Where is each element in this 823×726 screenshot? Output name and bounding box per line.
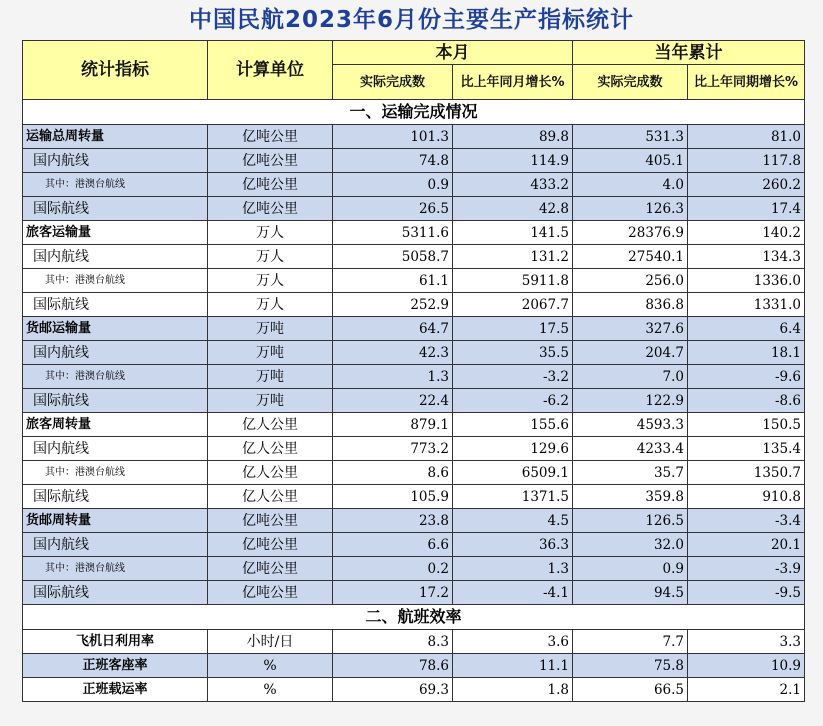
table-row [23,678,805,702]
row-unit: 万人 [208,221,333,245]
table-row [23,221,805,245]
table-row [23,581,805,605]
row-unit: 万吨 [208,389,333,413]
month-growth: 36.3 [453,533,573,557]
row-unit: 亿吨公里 [208,581,333,605]
header-month-actual: 实际完成数 [333,65,453,100]
ytd-actual: 7.7 [573,630,688,654]
ytd-growth: -9.6 [688,365,805,389]
ytd-actual: 327.6 [573,317,688,341]
ytd-growth: 1350.7 [688,461,805,485]
row-label: 国际航线 [23,389,208,413]
row-label: 国内航线 [23,533,208,557]
ytd-actual: 75.8 [573,654,688,678]
header-ytd: 当年累计 [573,41,805,65]
ytd-actual: 0.9 [573,557,688,581]
month-growth: 2067.7 [453,293,573,317]
month-growth: 114.9 [453,149,573,173]
row-unit: 亿吨公里 [208,197,333,221]
row-label: 货邮运输量 [23,317,208,341]
table-row [23,173,805,197]
ytd-actual: 4593.3 [573,413,688,437]
ytd-growth: 2.1 [688,678,805,702]
month-growth: 129.6 [453,437,573,461]
month-growth: -6.2 [453,389,573,413]
row-label: 国际航线 [23,485,208,509]
ytd-actual: 94.5 [573,581,688,605]
row-unit: 亿人公里 [208,437,333,461]
header-indicator: 统计指标 [23,41,208,100]
table-row [23,245,805,269]
ytd-actual: 256.0 [573,269,688,293]
month-growth: 5911.8 [453,269,573,293]
month-actual: 23.8 [333,509,453,533]
section-title: 一、运输完成情况 [23,100,805,125]
row-unit: 亿吨公里 [208,533,333,557]
month-actual: 8.3 [333,630,453,654]
month-growth: 1371.5 [453,485,573,509]
table-row [23,413,805,437]
month-actual: 0.9 [333,173,453,197]
ytd-growth: -9.5 [688,581,805,605]
row-label: 货邮周转量 [23,509,208,533]
table-row [23,341,805,365]
header-ytd-growth: 比上年同期增长% [688,65,805,100]
row-label: 国内航线 [23,341,208,365]
ytd-growth: -3.9 [688,557,805,581]
header-unit: 计算单位 [208,41,333,100]
ytd-actual: 126.3 [573,197,688,221]
month-growth: 141.5 [453,221,573,245]
row-label: 正班载运率 [23,678,208,702]
month-actual: 26.5 [333,197,453,221]
row-label: 其中：港澳台航线 [23,557,208,581]
ytd-growth: -3.4 [688,509,805,533]
table-row [23,365,805,389]
table-row [23,461,805,485]
ytd-actual: 7.0 [573,365,688,389]
row-unit: 亿吨公里 [208,149,333,173]
table-row [23,630,805,654]
table-row [23,654,805,678]
ytd-actual: 836.8 [573,293,688,317]
ytd-actual: 35.7 [573,461,688,485]
ytd-actual: 405.1 [573,149,688,173]
row-label: 国内航线 [23,437,208,461]
row-unit: 亿人公里 [208,413,333,437]
month-growth: 1.8 [453,678,573,702]
table-row [23,509,805,533]
row-label: 其中：港澳台航线 [23,173,208,197]
month-actual: 5311.6 [333,221,453,245]
table-row [23,149,805,173]
row-label: 国际航线 [23,293,208,317]
month-actual: 0.2 [333,557,453,581]
ytd-growth: 150.5 [688,413,805,437]
row-unit: 亿吨公里 [208,509,333,533]
month-actual: 64.7 [333,317,453,341]
row-unit: 亿吨公里 [208,557,333,581]
ytd-actual: 359.8 [573,485,688,509]
row-label: 其中：港澳台航线 [23,461,208,485]
month-growth: 155.6 [453,413,573,437]
ytd-growth: 3.3 [688,630,805,654]
table-row [23,485,805,509]
month-actual: 879.1 [333,413,453,437]
month-growth: -3.2 [453,365,573,389]
ytd-actual: 32.0 [573,533,688,557]
row-unit: 亿人公里 [208,461,333,485]
ytd-actual: 4233.4 [573,437,688,461]
ytd-growth: 135.4 [688,437,805,461]
ytd-actual: 28376.9 [573,221,688,245]
table-row [23,269,805,293]
ytd-growth: 140.2 [688,221,805,245]
ytd-growth: 6.4 [688,317,805,341]
ytd-growth: 134.3 [688,245,805,269]
month-actual: 61.1 [333,269,453,293]
month-growth: 11.1 [453,654,573,678]
row-unit: % [208,678,333,702]
month-growth: 3.6 [453,630,573,654]
ytd-actual: 531.3 [573,125,688,149]
month-growth: -4.1 [453,581,573,605]
table-row [23,125,805,149]
month-growth: 42.8 [453,197,573,221]
row-unit: 万人 [208,293,333,317]
table-row [23,293,805,317]
table-row [23,389,805,413]
row-unit: 万吨 [208,365,333,389]
row-label: 飞机日利用率 [23,630,208,654]
header-ytd-actual: 实际完成数 [573,65,688,100]
table-row [23,557,805,581]
month-growth: 6509.1 [453,461,573,485]
ytd-growth: 1336.0 [688,269,805,293]
row-label: 旅客周转量 [23,413,208,437]
month-growth: 35.5 [453,341,573,365]
row-label: 国内航线 [23,245,208,269]
page-title: 中国民航2023年6月份主要生产指标统计 [188,7,635,33]
row-unit: 小时/日 [208,630,333,654]
ytd-growth: 20.1 [688,533,805,557]
ytd-actual: 126.5 [573,509,688,533]
ytd-growth: -8.6 [688,389,805,413]
month-actual: 8.6 [333,461,453,485]
row-label: 其中：港澳台航线 [23,269,208,293]
month-actual: 6.6 [333,533,453,557]
table-row [23,437,805,461]
table-row [23,533,805,557]
ytd-growth: 81.0 [688,125,805,149]
month-actual: 5058.7 [333,245,453,269]
section-title: 二、航班效率 [23,605,805,630]
row-label: 其中：港澳台航线 [23,365,208,389]
row-unit: 亿人公里 [208,485,333,509]
month-actual: 42.3 [333,341,453,365]
month-actual: 1.3 [333,365,453,389]
statistics-table [22,40,805,702]
month-actual: 773.2 [333,437,453,461]
row-label: 运输总周转量 [23,125,208,149]
ytd-actual: 4.0 [573,173,688,197]
row-label: 国际航线 [23,197,208,221]
ytd-growth: 17.4 [688,197,805,221]
ytd-growth: 910.8 [688,485,805,509]
month-growth: 433.2 [453,173,573,197]
ytd-growth: 1331.0 [688,293,805,317]
row-unit: 万吨 [208,317,333,341]
month-growth: 4.5 [453,509,573,533]
month-growth: 131.2 [453,245,573,269]
ytd-actual: 66.5 [573,678,688,702]
ytd-growth: 10.9 [688,654,805,678]
row-label: 国内航线 [23,149,208,173]
ytd-actual: 27540.1 [573,245,688,269]
table-row [23,317,805,341]
row-label: 旅客运输量 [23,221,208,245]
ytd-growth: 117.8 [688,149,805,173]
row-label: 正班客座率 [23,654,208,678]
ytd-actual: 122.9 [573,389,688,413]
ytd-growth: 260.2 [688,173,805,197]
header-month: 本月 [333,41,573,65]
month-actual: 78.6 [333,654,453,678]
header-month-growth: 比上年同月增长% [453,65,573,100]
row-unit: 万人 [208,269,333,293]
month-actual: 69.3 [333,678,453,702]
row-label: 国际航线 [23,581,208,605]
month-actual: 17.2 [333,581,453,605]
month-actual: 105.9 [333,485,453,509]
month-growth: 89.8 [453,125,573,149]
month-actual: 101.3 [333,125,453,149]
row-unit: 万人 [208,245,333,269]
row-unit: % [208,654,333,678]
ytd-growth: 18.1 [688,341,805,365]
month-actual: 252.9 [333,293,453,317]
row-unit: 亿吨公里 [208,125,333,149]
row-unit: 万吨 [208,341,333,365]
month-growth: 1.3 [453,557,573,581]
ytd-actual: 204.7 [573,341,688,365]
month-growth: 17.5 [453,317,573,341]
table-row [23,197,805,221]
month-actual: 22.4 [333,389,453,413]
row-unit: 亿吨公里 [208,173,333,197]
month-actual: 74.8 [333,149,453,173]
